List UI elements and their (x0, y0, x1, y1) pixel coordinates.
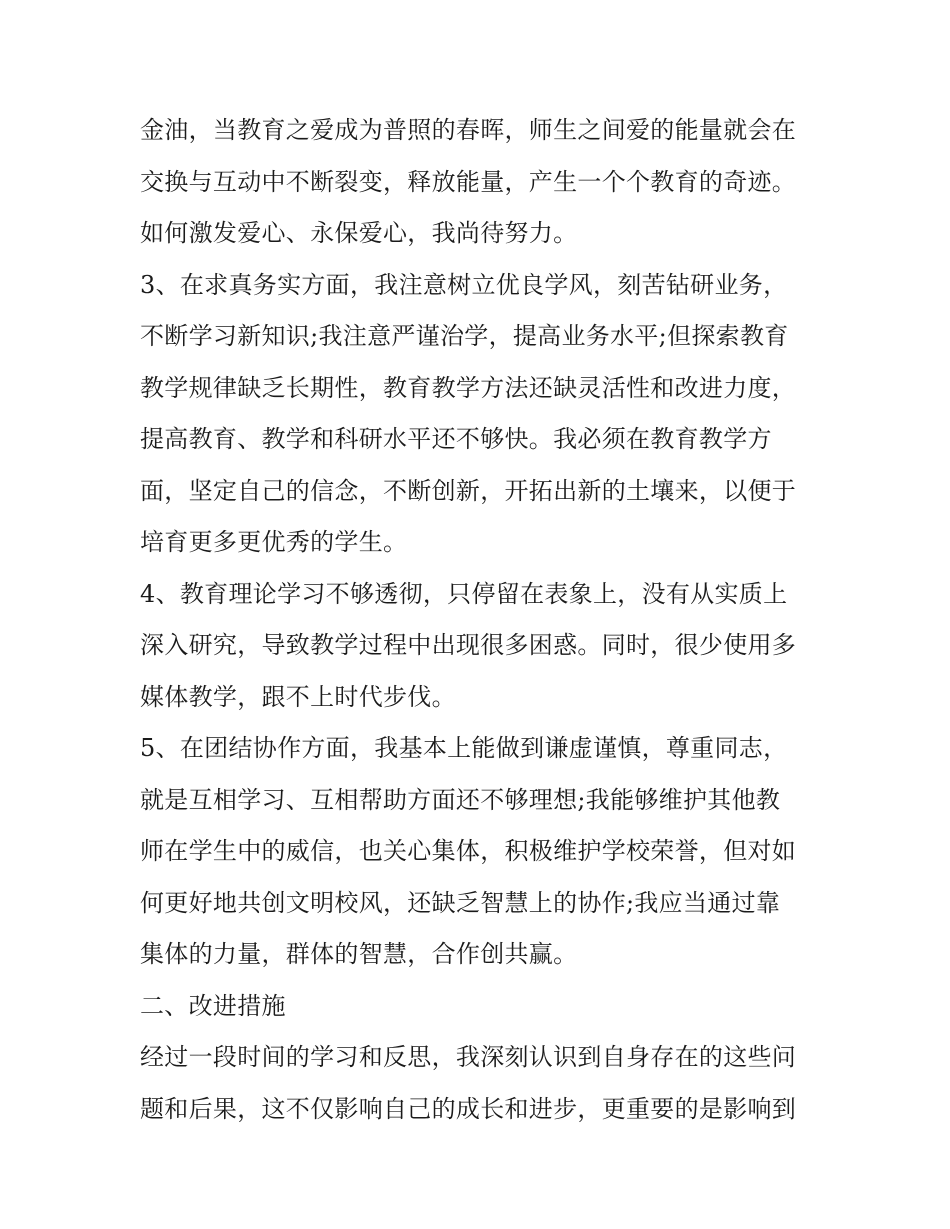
text-line: 媒体教学，跟不上时代步伐。 (140, 682, 456, 711)
text-line: 就是互相学习、互相帮助方面还不够理想;我能够维护其他教 (140, 785, 781, 814)
text-line: 5、在团结协作方面，我基本上能做到谦虚谨慎，尊重同志， (140, 734, 788, 762)
text-line: 何更好地共创文明校风，还缺乏智慧上的协作;我应当通过靠 (140, 888, 781, 917)
section-heading: 二、改进措施 (140, 991, 286, 1020)
text-line: 教学规律缺乏长期性，教育教学方法还缺灵活性和改进力度， (140, 373, 797, 402)
text-line: 集体的力量，群体的智慧，合作创共赢。 (140, 940, 578, 968)
text-line: 交换与互动中不断裂变，释放能量，产生一个个教育的奇迹。 (140, 167, 797, 196)
text-line: 金油，当教育之爱成为普照的春晖，师生之间爱的能量就会在 (140, 116, 797, 144)
text-line: 提高教育、教学和科研水平还不够快。我必须在教育教学方 (140, 425, 772, 453)
text-line: 经过一段时间的学习和反思，我深刻认识到自身存在的这些问 (140, 1043, 797, 1071)
text-line: 师在学生中的威信，也关心集体，积极维护学校荣誉，但对如 (140, 837, 797, 865)
text-line: 培育更多更优秀的学生。 (140, 528, 408, 556)
text-line: 题和后果，这不仅影响自己的成长和进步，更重要的是影响到 (140, 1094, 797, 1123)
document-body (140, 105, 820, 1135)
text-line: 面，坚定自己的信念，不断创新，开拓出新的土壤来，以便于 (140, 476, 797, 505)
text-line: 深入研究，导致教学过程中出现很多困惑。同时，很少使用多 (140, 631, 797, 659)
text-line: 不断学习新知识;我注意严谨治学，提高业务水平;但探索教育 (140, 322, 789, 350)
text-line: 如何激发爱心、永保爱心，我尚待努力。 (140, 219, 578, 247)
text-line: 3、在求真务实方面，我注意树立优良学风，刻苦钻研业务， (140, 270, 788, 299)
text-line: 4、教育理论学习不够透彻，只停留在表象上，没有从实质上 (140, 579, 788, 608)
